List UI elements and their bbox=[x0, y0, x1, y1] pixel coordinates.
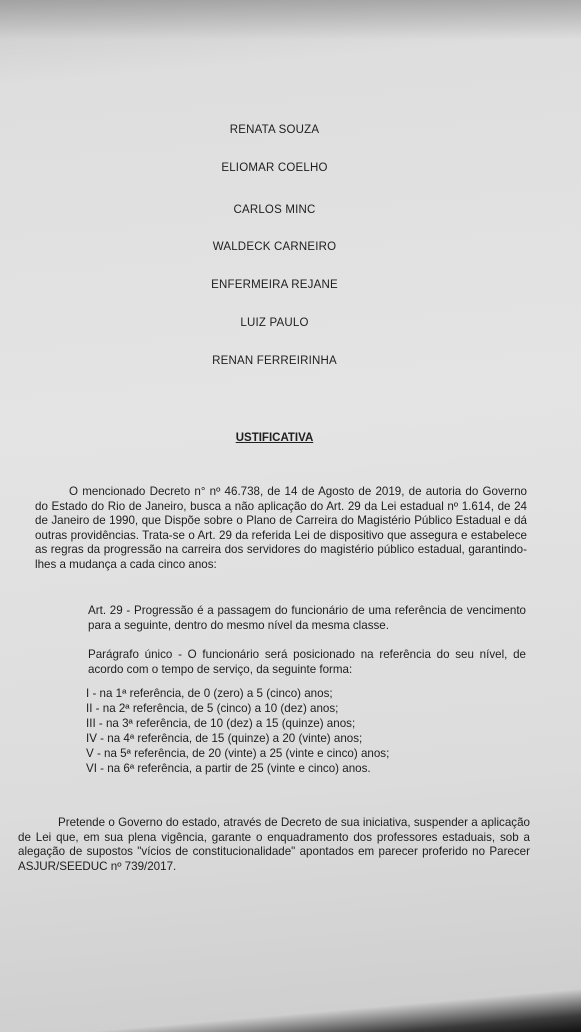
section-heading: USTIFICATIVA bbox=[235, 432, 314, 444]
signatory-name: ELIOMAR COELHO bbox=[221, 162, 328, 174]
reference-list bbox=[86, 686, 389, 777]
closing-paragraph: Pretende o Governo do estado, através de Decreto de sua iniciativa, suspender a aplicação de Lei que, em sua plena vigência, garante o enquadramento dos professores estaduais, sob a alegação de supostos "vícios de constitucionalidade" apontados em parecer proferido no Parecer ASJUR/SEEDUC nº 739/2017. bbox=[18, 816, 530, 873]
photo-shadow bbox=[0, 0, 581, 40]
signatory-name: ENFERMEIRA REJANE bbox=[211, 279, 338, 291]
intro-paragraph: O mencionado Decreto n° nº 46.738, de 14 de Agosto de 2019, de autoria do Governo do Estado do Rio de Janeiro, busca a não aplicação do Art. 29 da Lei estadual nº 1.614, de 24 de Janeiro de 1990, que Dispõe sobre o Plano de Carreira do Magistério Público Estadual e dá outras providências. Trata-se o Art. 29 da referida Lei de dispositivo que assegura e estabelece as regras da progressão na carreira dos servidores do magistério público estadual, garantindo-lhes a mudança a cada cinco anos: bbox=[35, 485, 527, 571]
list-item: VI - na 6ª referência, a partir de 25 (vinte e cinco) anos. bbox=[86, 762, 371, 776]
signatory-name: CARLOS MINC bbox=[233, 204, 316, 216]
list-item: III - na 3ª referência, de 10 (dez) a 15 (quinze) anos; bbox=[86, 717, 356, 731]
list-item: IV - na 4ª referência, de 15 (quinze) a 20 (vinte) anos; bbox=[86, 732, 363, 746]
signatory-name: WALDECK CARNEIRO bbox=[212, 241, 337, 253]
signatory-name: LUIZ PAULO bbox=[240, 317, 309, 329]
quoted-article: Art. 29 - Progressão é a passagem do funcionário de uma referência de vencimento para a seguinte, dentro do mesmo nível da mesma classe. bbox=[88, 604, 526, 632]
list-item: V - na 5ª referência, de 20 (vinte) a 25 (vinte e cinco) anos; bbox=[86, 747, 390, 761]
quoted-sole-paragraph: Parágrafo único - O funcionário será posicionado na referência do seu nível, de acordo com o tempo de serviço, da seguinte forma: bbox=[88, 648, 526, 676]
signatory-name: RENAN FERREIRINHA bbox=[212, 355, 337, 367]
signatory-name: RENATA SOUZA bbox=[229, 124, 320, 136]
list-item: I - na 1ª referência, de 0 (zero) a 5 (cinco) anos; bbox=[86, 687, 333, 700]
list-item: II - na 2ª referência, de 5 (cinco) a 10 (dez) anos; bbox=[86, 702, 339, 716]
